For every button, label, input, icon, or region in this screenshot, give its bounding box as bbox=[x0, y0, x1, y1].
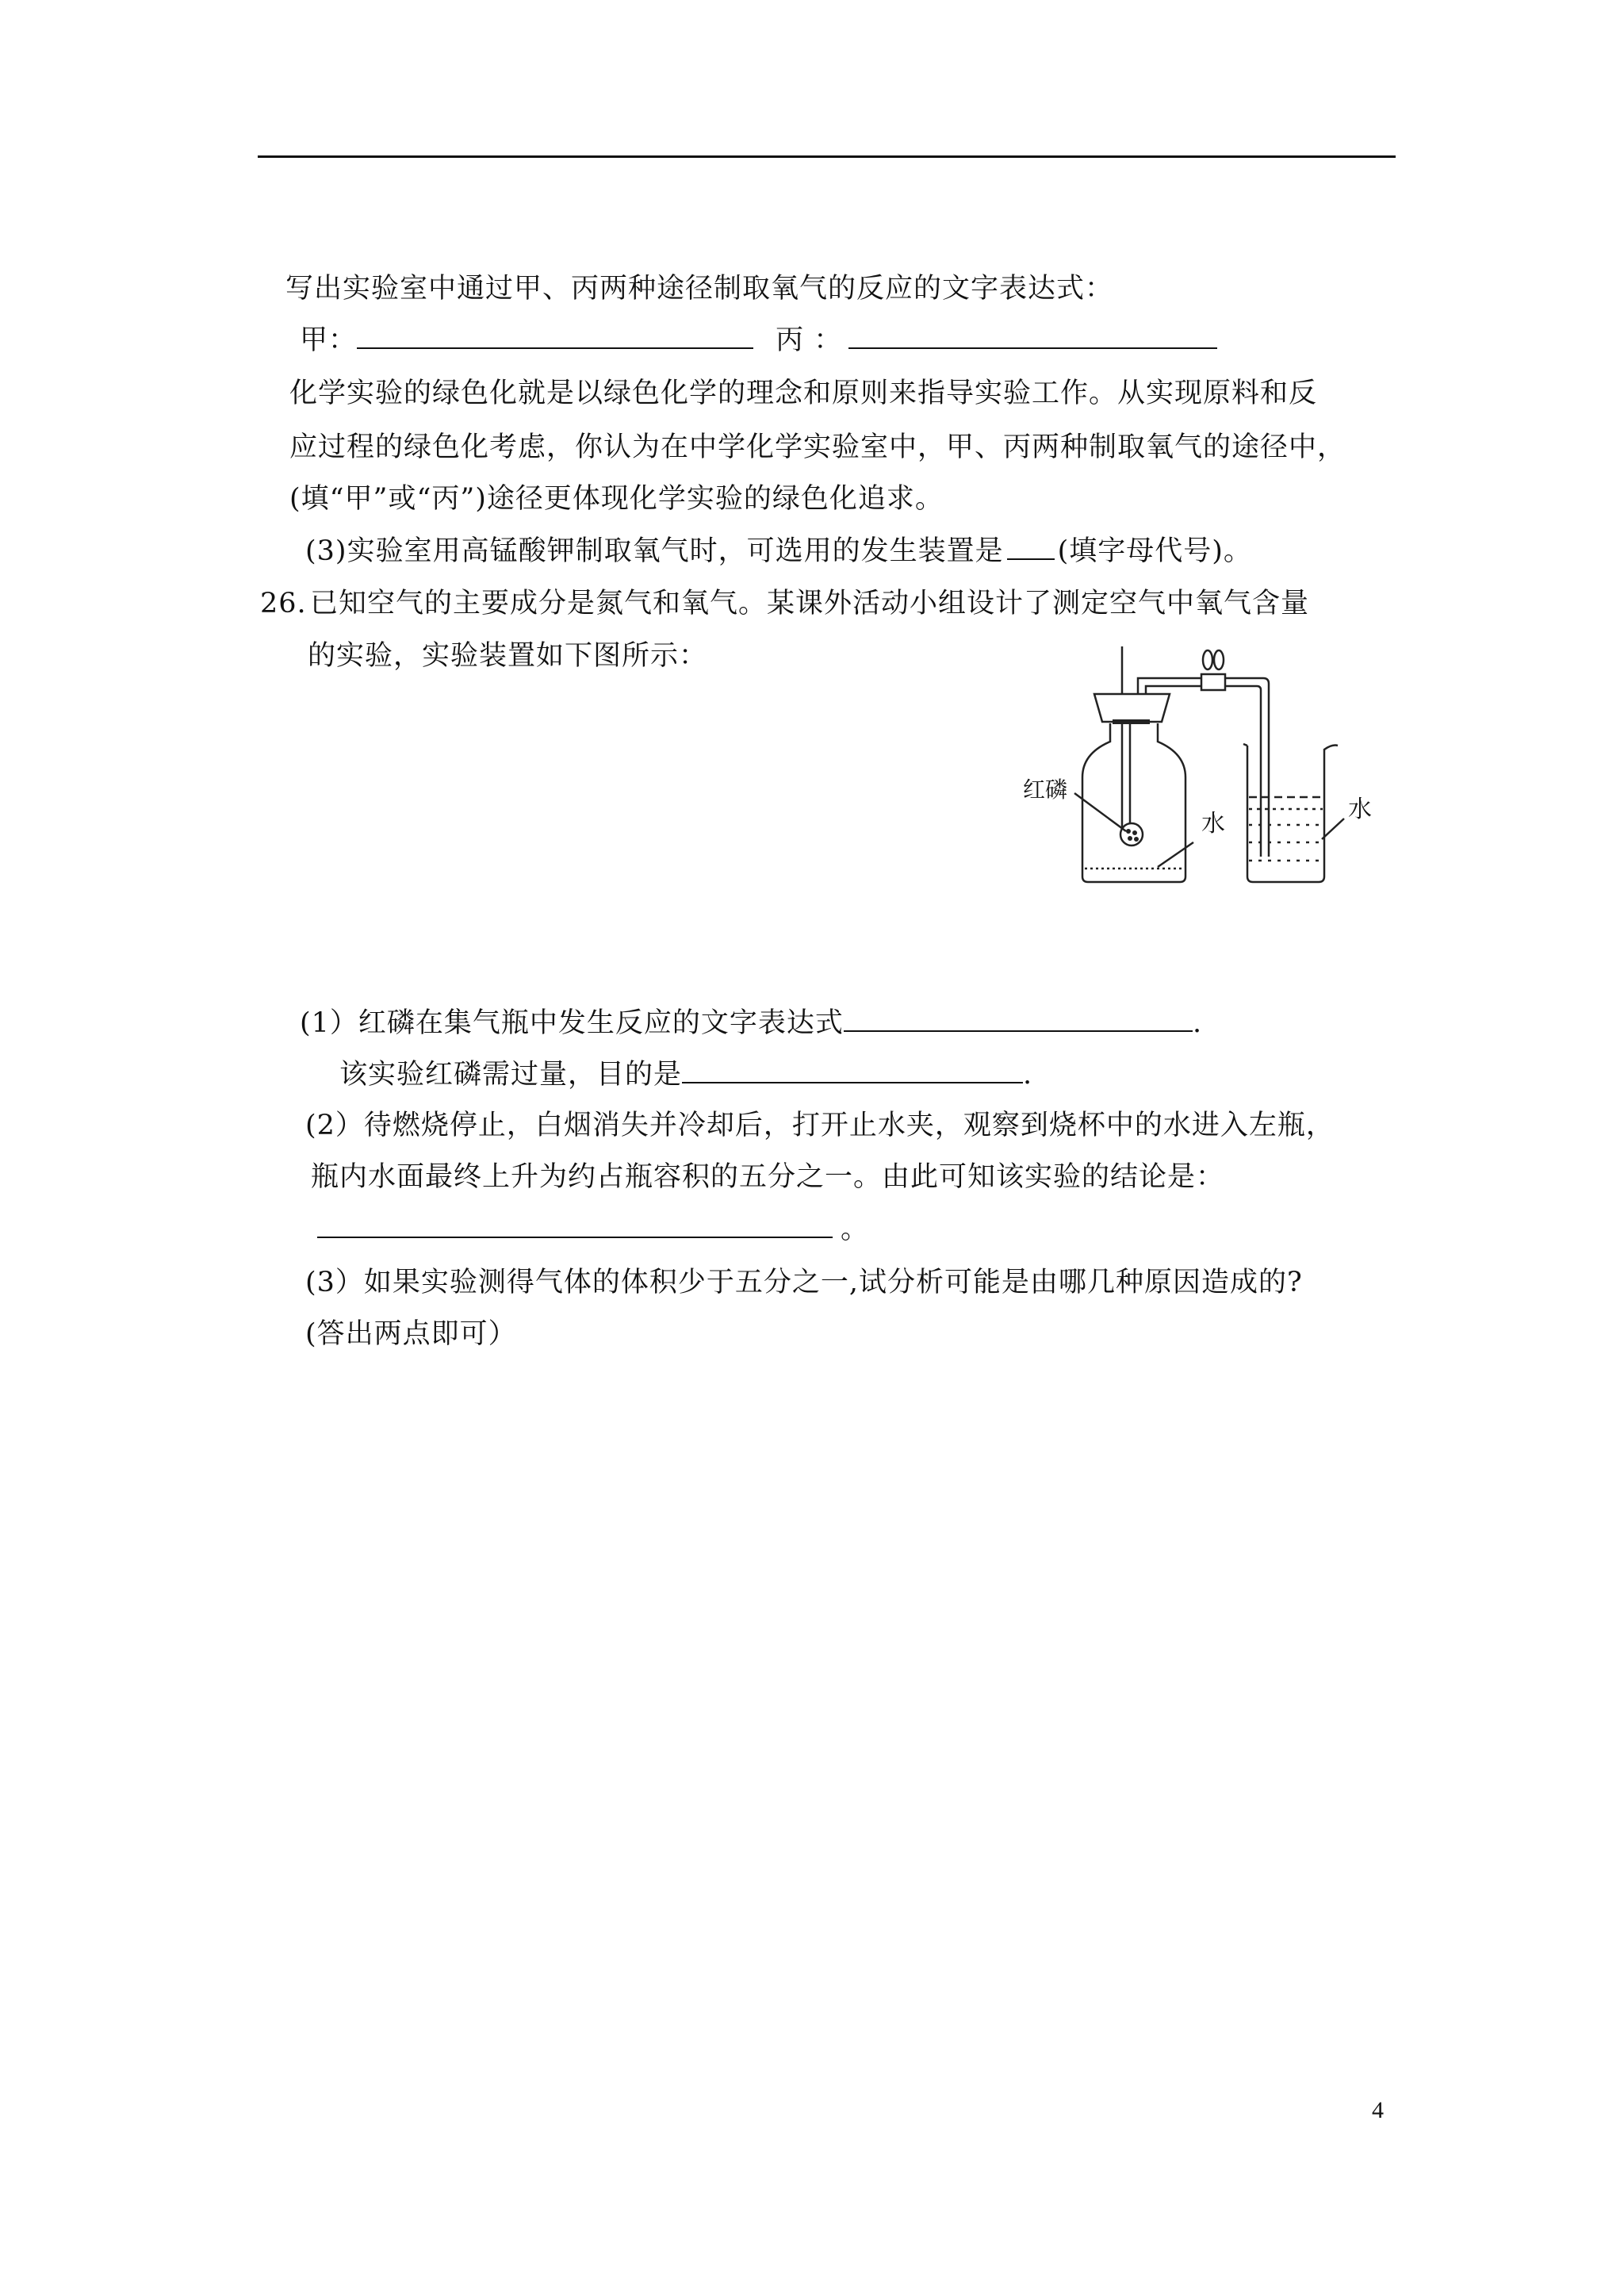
answer-blank-jia[interactable] bbox=[357, 320, 753, 349]
label-water-beaker: 水 bbox=[1348, 796, 1372, 823]
label-red-phosphorus: 红磷 bbox=[1023, 777, 1068, 803]
part-1-line bbox=[300, 1003, 1202, 1042]
question-3-suffix: (填字母代号)。 bbox=[1057, 535, 1252, 567]
answer-blank-conclusion[interactable] bbox=[317, 1210, 833, 1238]
question-3-line bbox=[305, 531, 1252, 570]
answer-blank-apparatus[interactable] bbox=[1007, 531, 1055, 560]
part-1b-end: . bbox=[1023, 1059, 1033, 1091]
page-number: 4 bbox=[1372, 2097, 1384, 2123]
text-line: (3）如果实验测得气体的体积少于五分之一,试分析可能是由哪几种原因造成的? bbox=[305, 1267, 1303, 1298]
answer-blank-equation[interactable] bbox=[844, 1003, 1193, 1032]
text-line: 写出实验室中通过甲、丙两种途径制取氧气的反应的文字表达式： bbox=[285, 273, 1114, 305]
text-line: (答出两点即可） bbox=[305, 1318, 517, 1350]
experiment-apparatus-figure bbox=[1011, 635, 1408, 896]
question-number: 26. bbox=[260, 588, 307, 619]
text-line: (填“甲”或“丙”)途径更体现化学实验的绿色化追求。 bbox=[289, 483, 944, 515]
text-line: 瓶内水面最终上升为约占瓶容积的五分之一。由此可知该实验的结论是： bbox=[311, 1161, 1225, 1193]
question-26-text: 已知空气的主要成分是氮气和氧气。某课外活动小组设计了测定空气中氧气含量 bbox=[310, 588, 1310, 619]
part-1-end: . bbox=[1192, 1007, 1203, 1039]
answer-line-jia bbox=[300, 320, 1217, 359]
part-1-text: (1）红磷在集气瓶中发生反应的文字表达式 bbox=[300, 1007, 844, 1039]
part-1b-line bbox=[339, 1055, 1032, 1094]
text-line: 应过程的绿色化考虑，你认为在中学化学实验室中，甲、丙两种制取氧气的途径中， bbox=[289, 431, 1346, 463]
label-jia: 甲： bbox=[300, 324, 358, 356]
part-1b-text: 该实验红磷需过量，目的是 bbox=[339, 1059, 683, 1091]
label-bing: 丙 ： bbox=[776, 324, 843, 356]
text-line: (2）待燃烧停止，白烟消失并冷却后，打开止水夹，观察到烧杯中的水进入左瓶， bbox=[305, 1110, 1335, 1141]
header-rule bbox=[258, 155, 1396, 158]
text-line: 的实验，实验装置如下图所示： bbox=[308, 640, 708, 672]
part-2-answer-line bbox=[317, 1210, 869, 1248]
answer-blank-bing[interactable] bbox=[848, 320, 1217, 349]
text-line: 化学实验的绿色化就是以绿色化学的理念和原则来指导实验工作。从实现原料和反 bbox=[289, 378, 1318, 409]
answer-blank-purpose[interactable] bbox=[682, 1055, 1023, 1083]
label-water-bottle: 水 bbox=[1201, 810, 1225, 838]
question-26-line-1 bbox=[260, 585, 1309, 623]
question-3-text: (3)实验室用高锰酸钾制取氧气时，可选用的发生装置是 bbox=[305, 535, 1004, 567]
part-2-end: 。 bbox=[841, 1214, 870, 1245]
